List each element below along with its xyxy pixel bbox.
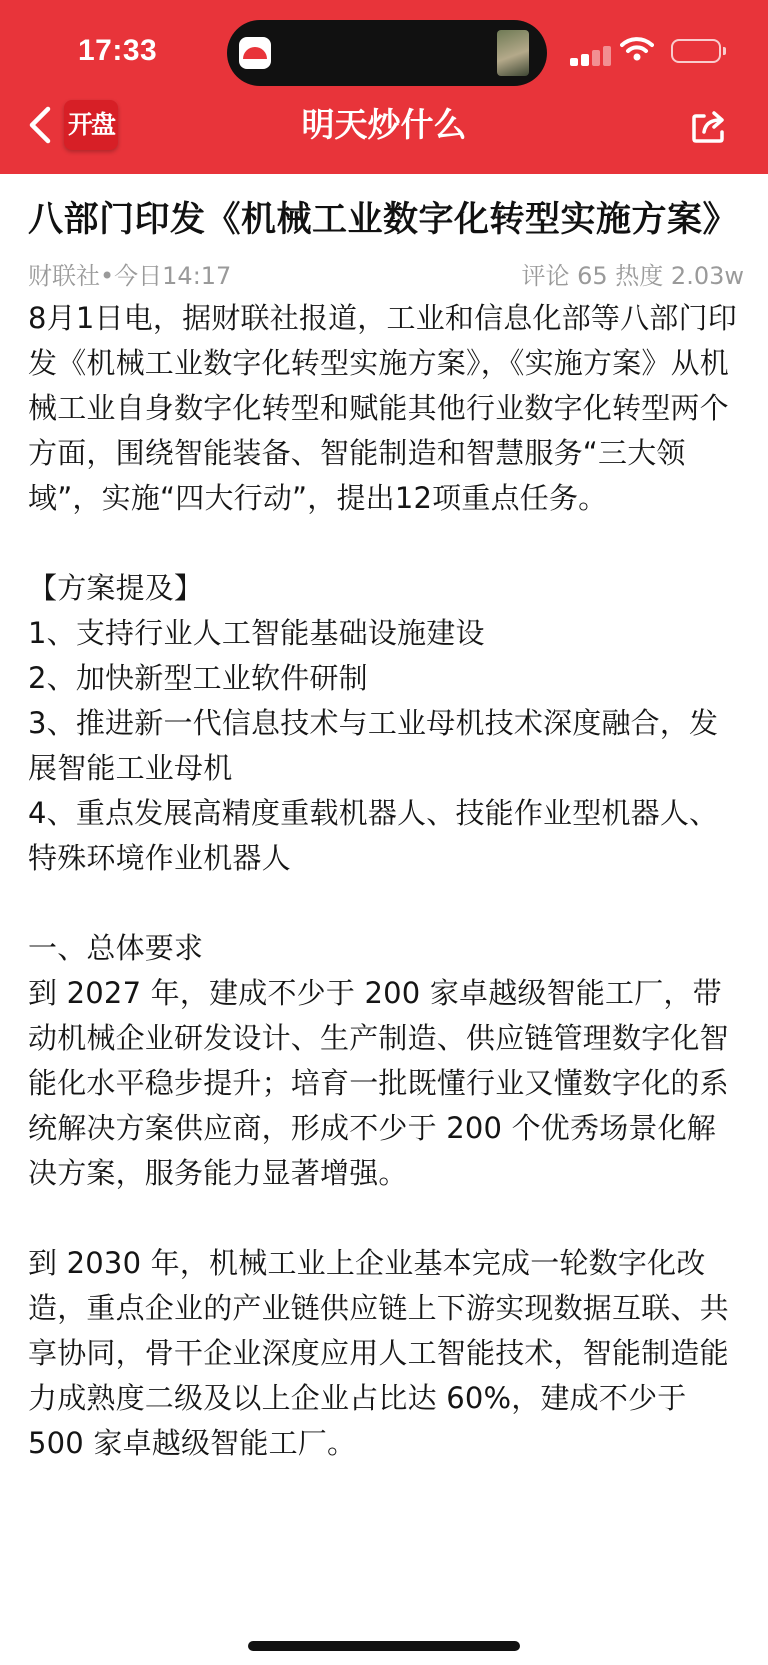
kaipan-logo[interactable]: 开盘 — [64, 100, 118, 150]
battery-icon — [671, 39, 721, 63]
share-icon[interactable] — [690, 108, 730, 144]
wifi-icon — [620, 36, 654, 62]
nav-title: 明天炒什么 — [301, 105, 467, 144]
signal-icon — [570, 42, 614, 66]
home-indicator — [248, 1641, 520, 1651]
article-stats[interactable]: 评论 65 热度 2.03w — [521, 262, 744, 290]
article-title: 八部门印发《机械工业数字化转型实施方案》 — [28, 200, 739, 240]
article-source-time: 财联社•今日14:17 — [28, 262, 232, 290]
app-header — [0, 0, 768, 174]
article — [28, 196, 742, 1466]
island-app-icon — [239, 37, 271, 69]
article-body: 8月1日电，据财联社报道，工业和信息化部等八部门印发《机械工业数字化转型实施方案》，《实施方案》从机械工业自身数字化转型和赋能其他行业数字化转型两个方面，围绕智能装备、智能制造和智慧服务“三大领域”，实施“四大行动”，提出12项重点任务。 【方案提及】 1、支持行业人工智能基础设施建设 2、加快新型工业软件研制 3、推进新一代信息技术与工业母机技术深度融合，发展智能工业母机 4、重点发展高精度重载机器人、技能作业型机器人、特殊环境作业机器人 一、总体要求 到 2027 年，建成不少于 200 家卓越级智能工厂，带动机械企业研发设计、生产制造、供应链管理数字化智能化水平稳步提升；培育一批既懂行业又懂数字化的系统解决方案供应商，形成不少于 200 个优秀场景化解决方案，服务能力显著增强。 到 2030 年，机械工业上企业基本完成一轮数字化改造，重点企业的产业链供应链上下游实现数据互联、共享协同，骨干企业深度应用人工智能技术，智能制造能力成熟度二级及以上企业占比达 60%，建成不少于 500 家卓越级智能工厂。 — [28, 301, 737, 1460]
dynamic-island — [227, 20, 547, 86]
article-meta — [28, 248, 742, 288]
status-time: 17:33 — [78, 34, 158, 67]
island-album-art — [497, 30, 529, 76]
